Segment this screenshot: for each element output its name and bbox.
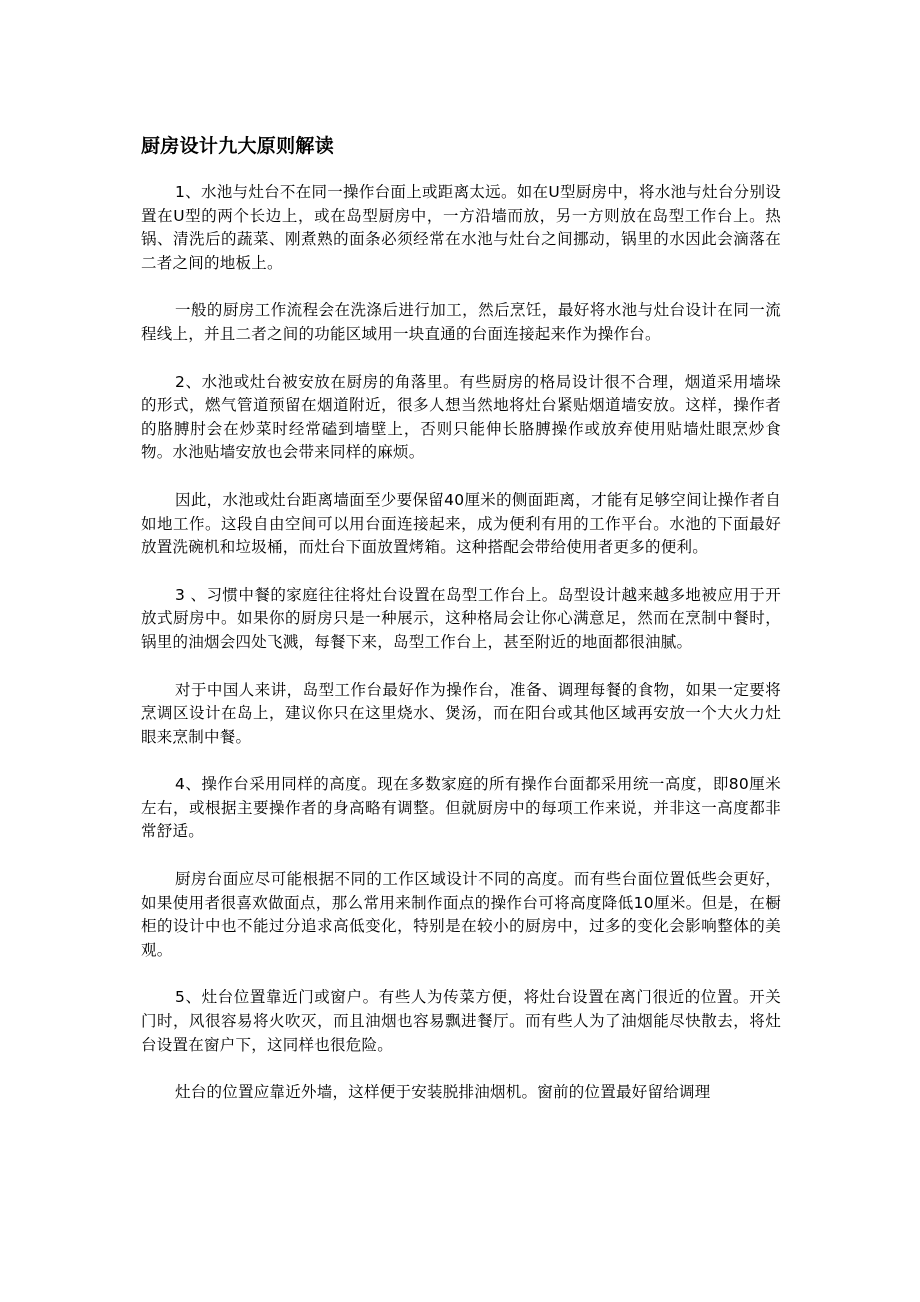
paragraph-10: 灶台的位置应靠近外墙，这样便于安装脱排油烟机。窗前的位置最好留给调理 <box>175 1083 711 1102</box>
paragraph-6: 对于中国人来讲，岛型工作台最好作为操作台，准备、调理每餐的食物，如果一定要将烹调区设计在岛上，建议你只在这里烧水、煲汤，而在阳台或其他区域再安放一个大火力灶眼来烹制中餐。 <box>141 680 781 746</box>
paragraph-1: 1、水池与灶台不在同一操作台面上或距离太远。如在U型厨房中，将水池与灶台分别设置在U型的两个长边上，或在岛型厨房中，一方沿墙而放，另一方则放在岛型工作台上。热锅、清洗后的蔬菜、刚煮熟的面条必须经常在水池与灶台之间挪动，锅里的水因此会滴落在二者之间的地板上。 <box>141 183 781 272</box>
paragraph-9: 5、灶台位置靠近门或窗户。有些人为传菜方便，将灶台设置在离门很近的位置。开关门时，风很容易将火吹灭，而且油烟也容易飘进餐厅。而有些人为了油烟能尽快散去，将灶台设置在窗户下，这同样也很危险。 <box>141 988 781 1054</box>
document-body <box>141 131 781 1129</box>
paragraph-4: 因此，水池或灶台距离墙面至少要保留40厘米的侧面距离，才能有足够空间让操作者自如地工作。这段自由空间可以用台面连接起来，成为便利有用的工作平台。水池的下面最好放置洗碗机和垃圾桶，而灶台下面放置烤箱。这种搭配会带给使用者更多的便利。 <box>141 490 781 557</box>
document-title: 厨房设计九大原则解读 <box>141 135 335 157</box>
paragraph-8: 厨房台面应尽可能根据不同的工作区域设计不同的高度。而有些台面位置低些会更好，如果使用者很喜欢做面点，那么常用来制作面点的操作台可将高度降低10厘米。但是，在橱柜的设计中也不能过分追求高低变化，特别是在较小的厨房中，过多的变化会影响整体的美观。 <box>141 870 781 959</box>
paragraph-3: 2、水池或灶台被安放在厨房的角落里。有些厨房的格局设计很不合理，烟道采用墙垛的形式，燃气管道预留在烟道附近，很多人想当然地将灶台紧贴烟道墙安放。这样，操作者的胳膊肘会在炒菜时经常磕到墙壁上，否则只能伸长胳膊操作或放弃使用贴墙灶眼烹炒食物。水池贴墙安放也会带来同样的麻烦。 <box>141 372 781 462</box>
paragraph-5: 3 、习惯中餐的家庭往往将灶台设置在岛型工作台上。岛型设计越来越多地被应用于开放式厨房中。如果你的厨房只是一种展示，这种格局会让你心满意足，然而在烹制中餐时，锅里的油烟会四处飞溅，每餐下来，岛型工作台上，甚至附近的地面都很油腻。 <box>141 585 781 651</box>
paragraph-7: 4、操作台采用同样的高度。现在多数家庭的所有操作台面都采用统一高度，即80厘米左右，或根据主要操作者的身高略有调整。但就厨房中的每项工作来说，并非这一高度都非常舒适。 <box>141 775 781 841</box>
paragraph-2: 一般的厨房工作流程会在洗涤后进行加工，然后烹饪，最好将水池与灶台设计在同一流程线上，并且二者之间的功能区域用一块直通的台面连接起来作为操作台。 <box>141 301 781 343</box>
